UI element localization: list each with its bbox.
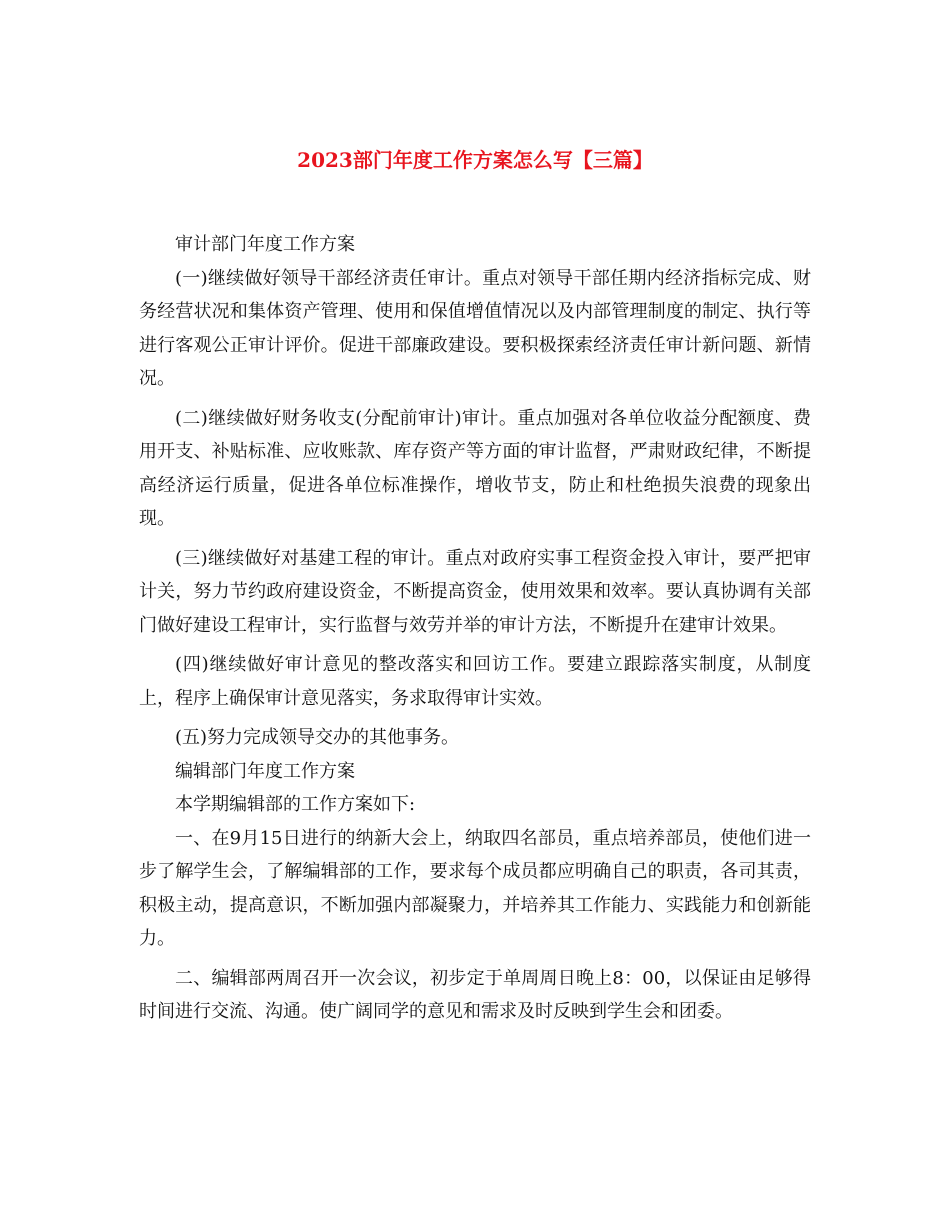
document-title: 2023部门年度工作方案怎么写【三篇】: [297, 148, 653, 172]
paragraph-audit-3: (三)继续做好对基建工程的审计。重点对政府实事工程资金投入审计，要严把审计关，努力节约政府建设资金，不断提高资金，使用效果和效率。要认真协调有关部门做好建设工程审计，实行监督与效劳并举的审计方法，不断提升在建审计效果。: [139, 547, 811, 636]
paragraph-audit-2: (二)继续做好财务收支(分配前审计)审计。重点加强对各单位收益分配额度、费用开支、补贴标准、应收账款、库存资产等方面的审计监督，严肃财政纪律，不断提高经济运行质量，促进各单位标准操作，增收节支，防止和杜绝损失浪费的现象出现。: [139, 407, 811, 529]
document-body: [139, 228, 811, 1029]
paragraph-editorial-intro: 本学期编辑部的工作方案如下:: [175, 794, 416, 815]
paragraph-audit-5: (五)努力完成领导交办的其他事务。: [175, 727, 460, 748]
section-heading-audit: 审计部门年度工作方案: [175, 234, 355, 255]
paragraph-audit-4: (四)继续做好审计意见的整改落实和回访工作。要建立跟踪落实制度，从制度上，程序上确保审计意见落实，务求取得审计实效。: [139, 654, 811, 709]
paragraph-editorial-2: 二、编辑部两周召开一次会议，初步定于单周周日晚上8：00，以保证由足够得时间进行交流、沟通。使广阔同学的意见和需求及时反映到学生会和团委。: [139, 967, 811, 1022]
paragraph-audit-1: (一)继续做好领导干部经济责任审计。重点对领导干部任期内经济指标完成、财务经营状况和集体资产管理、使用和保值增值情况以及内部管理制度的制定、执行等进行客观公正审计评价。促进干部廉政建设。要积极探索经济责任审计新问题、新情况。: [139, 267, 811, 389]
paragraph-editorial-1: 一、在9月15日进行的纳新大会上，纳取四名部员，重点培养部员，使他们进一步了解学生会，了解编辑部的工作，要求每个成员都应明确自己的职责，各司其责，积极主动，提高意识，不断加强内部凝聚力，并培养其工作能力、实践能力和创新能力。: [139, 827, 811, 949]
section-heading-editorial: 编辑部门年度工作方案: [175, 760, 355, 782]
